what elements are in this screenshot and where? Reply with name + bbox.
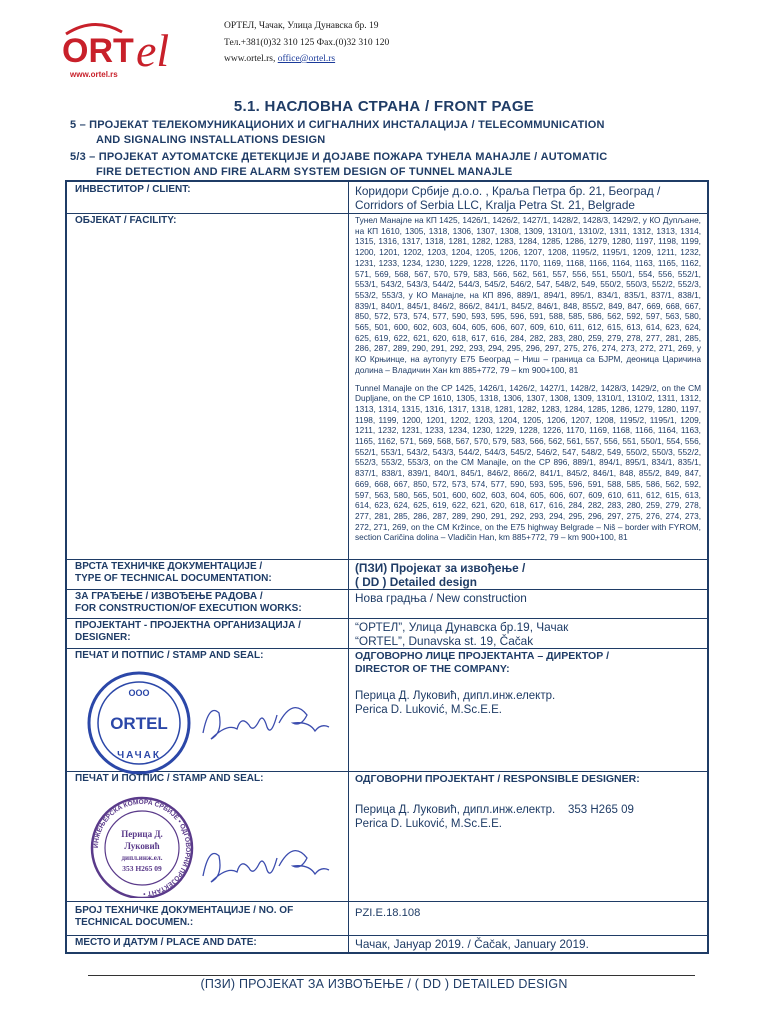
row-investor xyxy=(67,182,707,214)
company-web: www.ortel.rs xyxy=(224,54,273,64)
designer-value-sr: “ОРТЕЛ”, Улица Дунавска бр.19, Чачак xyxy=(355,620,569,634)
project-line-1-b: AND SIGNALING INSTALLATIONS DESIGN xyxy=(96,134,326,146)
project-line-2 xyxy=(70,150,710,180)
responsible-name-block xyxy=(355,803,701,831)
company-contact: www.ortel.rs, office@ortel.rs xyxy=(224,54,336,64)
stamp1-top: ООО xyxy=(128,688,150,698)
row-designer xyxy=(67,618,707,649)
director-name-en: Perica D. Luković, M.Sc.E.E. xyxy=(355,704,502,716)
stamp1-bottom: ЧАЧАК xyxy=(117,750,161,761)
doc-number-label-1: БРОЈ ТЕХНИЧКЕ ДОКУМЕНТАЦИЈЕ / NO. OF xyxy=(75,905,294,916)
seal-name-1: Перица Д. xyxy=(121,829,163,839)
designer-value xyxy=(350,618,707,648)
row-doc-type xyxy=(67,559,707,590)
facility-value xyxy=(350,213,707,559)
logo-url: www.ortel.rs xyxy=(70,70,118,79)
doc-number-value: PZI.E.18.108 xyxy=(355,907,421,919)
seal-name-2: Луковић xyxy=(124,841,160,851)
doc-type-value-en: ( DD ) Detailed design xyxy=(355,575,477,589)
director-name-block xyxy=(355,689,701,717)
responsible-designer-title: ОДГОВОРНИ ПРОЈЕКТАНТ / RESPONSIBLE DESIGNER: xyxy=(355,773,640,785)
row-stamp-designer xyxy=(67,771,707,902)
logo-lettering: ORT xyxy=(62,32,134,70)
designer-label-en: DESIGNER: xyxy=(75,632,131,643)
front-page-form xyxy=(65,180,709,954)
construction-label xyxy=(67,589,349,618)
row-facility xyxy=(67,213,707,560)
responsible-name-line xyxy=(355,803,701,817)
project-line-2-b: FIRE DETECTION AND FIRE ALARM SYSTEM DESIGN OF TUNNEL MANAJLE xyxy=(96,166,513,178)
doc-number-label xyxy=(67,901,349,935)
page-title: 5.1. НАСЛОВНА СТРАНА / FRONT PAGE xyxy=(233,98,535,115)
ortel-stamp xyxy=(84,668,194,778)
investor-label: ИНВЕСТИТОР / CLIENT: xyxy=(67,182,349,213)
project-line-1 xyxy=(70,118,710,148)
stamp2-cell xyxy=(67,771,349,901)
stamp2-label: ПЕЧАТ И ПОТПИС / STAMP AND SEAL: xyxy=(75,773,264,784)
construction-label-en: FOR CONSTRUCTION/OF EXECUTION WORKS: xyxy=(75,603,302,614)
stamp1-center: ORTEL xyxy=(110,714,168,733)
investor-value xyxy=(350,182,707,213)
facility-text-sr: Тунел Манајле на КП 1425, 1426/1, 1426/2, 1427/1, 1428/2, 1428/3, 1429/2, у КО Дупљане, на КП 1610, 1305, 1318, 1306, 1307, 1308, 1309, 1310/1, 1310/2, 1311, 1312, 1313, 1314, 1315, 1316, 1317, 1318, 1281, 1282, 1283, 1284, 1285, 1286, 1279, 1280, 1197, 1198, 1199, 1200, 1201, 1202, 1203, 1204, 1205, 1206, 1207, 1208, 1195/2, 1195/1, 1209, 1211, 1232, 1231, 1233, 1234, 1230, 1229, 1228, 1226, 1170, 1169, 1168, 1166, 1164, 1163, 1165, 1162, 571, 569, 568, 567, 570, 579, 583, 566, 562, 561, 557, 556, 551, 550/1, 554, 556, 552/1, 553/1, 543/2, 543/3, 544/2, 544/3, 545/2, 546/2, 547, 548/2, 549, 550/2, 550/3, 552/2, 552/3, 553/2, 553/3, у КО Манајле, на КП 896, 889/1, 894/1, 895/1, 834/1, 835/1, 837/1, 838/1, 839/1, 840/1, 845/1, 846/2, 866/2, 841/1, 845/2, 846/1, 848, 855/2, 849, 847, 669, 668, 667, 850, 572, 573, 574, 577, 590, 593, 595, 596, 591, 588, 585, 586, 562, 592, 597, 563, 580, 565, 501, 600, 602, 603, 604, 605, 606, 607, 609, 610, 611, 612, 615, 613, 614, 623, 624, 625, 619, 622, 621, 620, 618, 617, 616, 284, 282, 283, 280, 259, 279, 278, 277, 281, 285, 286, 287, 289, 290, 291, 292, 293, 294, 295, 296, 297, 275, 276, 274, 273, 272, 271, 269, у КО Крњинце, на аутопуту Е75 Београд – Ниш – граница са БЈРМ, деоница Царичина долина – Владичин Хан km 885+772, 79 – km 900+100, 81 xyxy=(355,215,701,375)
signature-1 xyxy=(197,693,337,753)
facility-text-en: Tunnel Manajle on the CP 1425, 1426/1, 1426/2, 1427/1, 1428/2, 1428/3, 1429/2, on the CM Dupljane, on the CP 1610, 1305, 1318, 1306, 1307, 1308, 1309, 1310/1, 1310/2, 1311, 1312, 1313, 1314, 1315, 1316, 1317, 1318, 1281, 1282, 1283, 1284, 1285, 1286, 1279, 1280, 1197, 1198, 1199, 1200, 1201, 1202, 1203, 1204, 1205, 1206, 1207, 1208, 1195/2, 1195/1, 1209, 1211, 1232, 1231, 1233, 1234, 1230, 1229, 1228, 1226, 1170, 1169, 1168, 1166, 1164, 1163, 1165, 1162, 571, 569, 568, 567, 570, 579, 583, 566, 562, 561, 557, 556, 551, 550/1, 554, 556, 552/1, 553/1, 543/2, 543/3, 544/2, 544/3, 545/2, 546/2, 547, 548/2, 549, 550/2, 550/3, 552/2, 552/3, 553/2, 553/3, on the CM Manajle, on the CP 896, 889/1, 894/1, 895/1, 834/1, 835/1, 837/1, 838/1, 839/1, 840/1, 845/1, 846/2, 866/2, 841/1, 845/2, 846/1, 848, 855/2, 849, 847, 669, 668, 667, 850, 572, 573, 574, 577, 590, 593, 595, 596, 591, 588, 585, 586, 562, 592, 597, 563, 580, 565, 501, 600, 602, 603, 604, 605, 606, 607, 609, 610, 611, 612, 615, 613, 614, 623, 624, 625, 619, 622, 621, 620, 618, 617, 616, 284, 282, 283, 280, 259, 279, 278, 277, 281, 285, 286, 287, 289, 290, 291, 292, 293, 294, 295, 296, 297, 275, 276, 274, 273, 272, 271, 269, on the CM Kržince, on the E75 highway Belgrade – Niš – border with FYROM, section Caričina dolina – Vladičin Han, km 885+772, 79 – km 900+100, 81 xyxy=(355,382,701,543)
row-construction xyxy=(67,589,707,619)
doc-type-label xyxy=(67,559,349,589)
construction-value: Нова градња / New construction xyxy=(355,591,527,605)
company-phone: Тел.+381(0)32 310 125 Фах.(0)32 310 120 xyxy=(224,37,390,48)
seal-license-2: 353 H265 09 xyxy=(122,864,162,873)
designer-label-sr: ПРОЈЕКТАНТ - ПРОЈЕКТНА ОРГАНИЗАЦИЈА / xyxy=(75,620,301,631)
construction-label-sr: ЗА ГРАЂЕЊЕ / ИЗВОЂЕЊЕ РАДОВА / xyxy=(75,591,263,602)
designer-label xyxy=(67,618,349,648)
responsible-license: 353 H265 09 xyxy=(568,803,634,816)
investor-value-sr: Коридори Србије д.о.о. , Краља Петра бр. 21, Београд / xyxy=(355,184,661,198)
doc-number-label-2: TECHNICAL DOCUMEN.: xyxy=(75,917,194,928)
doc-type-label-en: TYPE OF TECHNICAL DOCUMENTATION: xyxy=(75,573,272,584)
letterhead xyxy=(0,0,768,92)
engineering-chamber-seal xyxy=(87,793,197,898)
svg-text:el: el xyxy=(136,25,170,76)
row-doc-number xyxy=(67,901,707,936)
doc-type-label-sr: ВРСТА ТЕХНИЧКЕ ДОКУМЕНТАЦИЈЕ / xyxy=(75,561,263,572)
company-address: ОРТЕЛ, Чачак, Улица Дунавска бр. 19 xyxy=(224,21,379,31)
director-title-sr: ОДГОВОРНО ЛИЦЕ ПРОЈЕКТАНТА – ДИРЕКТОР / xyxy=(355,650,610,662)
designer-value-en: “ORTEL”, Dunavska st. 19, Čačak xyxy=(355,634,534,648)
investor-value-en: Corridors of Serbia LLC, Kralja Petra St. 21, Belgrade xyxy=(355,198,635,212)
signature-2 xyxy=(197,836,337,896)
project-line-1-a: 5 – ПРОЈЕКАТ ТЕЛЕКОМУНИКАЦИОНИХ И СИГНАЛНИХ ИНСТАЛАЦИЈА / TELECOMMUNICATION xyxy=(70,119,605,131)
doc-type-value xyxy=(350,559,707,589)
director-name-sr: Перица Д. Луковић, дипл.инж.електр. xyxy=(355,690,556,702)
project-line-2-a: 5/3 – ПРОЈЕКАТ АУТОМАТСКЕ ДЕТЕКЦИЈЕ И ДОЈАВЕ ПОЖАРА ТУНЕЛА МАНАЈЛЕ / AUTOMATIC xyxy=(70,151,608,163)
stamp1-label: ПЕЧАТ И ПОТПИС / STAMP AND SEAL: xyxy=(75,650,264,661)
page-footer: (ПЗИ) ПРОЈЕКАТ ЗА ИЗВОЂЕЊЕ / ( DD ) DETAILED DESIGN xyxy=(200,977,568,991)
ortel-logo xyxy=(60,16,190,86)
responsible-name-en: Perica D. Luković, M.Sc.E.E. xyxy=(355,817,502,830)
seal-ring-text: ИНЖЕЊЕРСКА КОМОРА СРБИЈЕ • ОДГОВОРНИ ПРОЈЕКТАНТ • xyxy=(92,798,192,897)
director-title-en: DIRECTOR OF THE COMPANY: xyxy=(355,662,510,675)
stamp1-cell xyxy=(67,648,349,771)
facility-label: ОБЈЕКАТ / FACILITY: xyxy=(67,213,349,559)
place-date-value: Чачак, Јануар 2019. / Čačak, January 2019. xyxy=(355,937,589,951)
footer-divider xyxy=(88,975,695,976)
responsible-name-sr: Перица Д. Луковић, дипл.инж.електр. xyxy=(355,803,556,816)
place-date-label: МЕСТО И ДАТУМ / PLACE AND DATE: xyxy=(67,935,349,953)
director-cell xyxy=(350,648,707,771)
company-info xyxy=(224,18,389,68)
designer-responsible-cell xyxy=(350,771,707,901)
row-stamp-director xyxy=(67,648,707,772)
company-email-link[interactable]: office@ortel.rs xyxy=(277,54,336,64)
seal-license-1: дипл.инж.ел. xyxy=(121,854,163,862)
doc-type-value-sr: (ПЗИ) Пројекат за извођење / xyxy=(355,561,526,575)
row-place-date xyxy=(67,935,707,953)
